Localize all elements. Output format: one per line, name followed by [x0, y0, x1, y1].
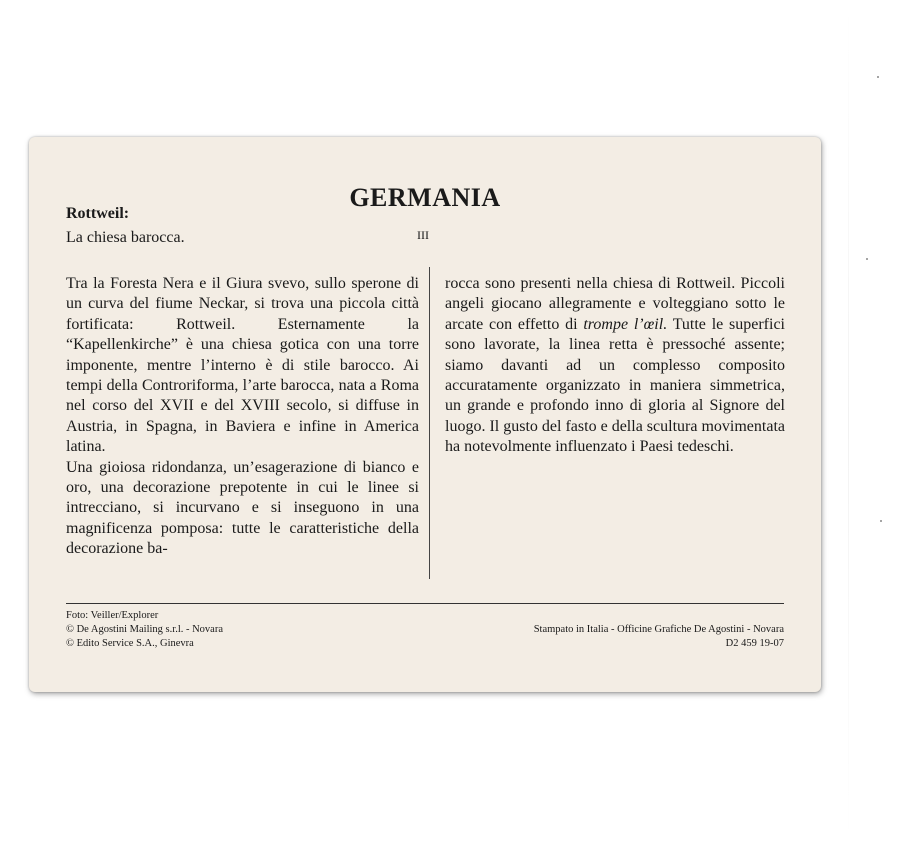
printer-line: Stampato in Italia - Officine Grafiche De Agostini - Novara	[533, 624, 784, 635]
printer-info	[534, 623, 784, 651]
scan-shadow	[848, 0, 849, 846]
postcard-back	[29, 137, 821, 692]
column-divider	[429, 267, 430, 579]
scan-speck	[866, 258, 868, 260]
paragraph: Tra la Foresta Nera e il Giura svevo, sullo sperone di un curva del fiume Neckar, si trova una piccola città fortificata: Rottweil. Esternamente la “Kapellenkirche” è una chiesa gotica con una torre imponente, mentre l’interno è di stile barocco. Ai tempi della Controriforma, l’arte barocca, nata a Roma nel corso del XVII e del XVIII secolo, si diffuse in Austria, in Spagna, in Baviera e infine in America latina.	[66, 275, 419, 456]
italic-term: trompe l’œil.	[583, 315, 668, 333]
printer-code: D2 459 19-07	[725, 638, 784, 649]
credit-line: Foto: Veiller/Explorer	[66, 610, 159, 621]
paragraph	[445, 274, 785, 458]
footer-divider	[66, 603, 784, 604]
scan-speck	[880, 520, 882, 522]
text-span: rocca sono presenti nella chiesa di Rottweil. Piccoli angeli giocano allegramente e volteggiano sotto le arcate con effetto di	[445, 275, 785, 333]
photo-credits	[66, 609, 223, 651]
card-title: GERMANIA	[349, 183, 501, 212]
plate-number: III	[417, 228, 429, 242]
card-subtitle: La chiesa barocca.	[66, 229, 185, 246]
scan-speck	[877, 76, 879, 78]
text-column-left	[66, 274, 419, 560]
paragraph: Una gioiosa ridondanza, un’esagerazione di bianco e oro, una decorazione prepotente in cui le linee si intrecciano, si incurvano e si inseguono in una magnificenza pomposa: tutte le caratteristiche della decorazione ba-	[66, 458, 419, 558]
text-column-right	[445, 274, 785, 458]
location-heading: Rottweil:	[66, 205, 130, 222]
text-span: Tutte le superfici sono lavorate, la linea retta è pressoché assente; siamo davanti ad un complesso composito accuratamente organizzato in maniera simmetrica, un grande e profondo inno di gloria al Signore del luogo. Il gusto del fasto e della scultura movimentata ha notevolmente influenzato i Paesi tedeschi.	[445, 315, 786, 456]
credit-line: © De Agostini Mailing s.r.l. - Novara	[66, 624, 224, 635]
credit-line: © Edito Service S.A., Ginevra	[66, 638, 194, 649]
